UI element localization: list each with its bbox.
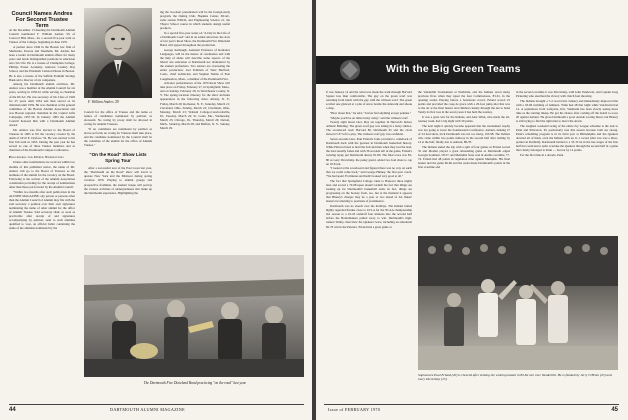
paragraph: George Kalbaugh, Assistant Professor of Romance Languages, will be the master of ceremonies and with the help of slides will describe some aspects of the liberal arts education at Dartmouth not dramatized by the student performers. Two seniors are overseeing the entire production: Joel Feldman of West Hartford, Conn., chief technician, and Stephen Nelms of East Longmeadow, Mass., a member of the Dartmouth Five. xyxy=(160,47,230,81)
basketball-photo xyxy=(418,236,618,370)
paragraph: For the first time in a decade, Penn xyxy=(520,152,564,157)
paragraph: It was a great win for the Indians, and Alex Winn, who made the all-tourney team, had a big night with 30 points. xyxy=(418,115,510,124)
paragraph: It was January 14 and the wind was made the walk through Harvard Square less than comfortable. The guy on the green scarf was returning from lunch with the guy with the crimson scarf. The green scarfed one glanced at a pile of snow beside the sidewalk and shook a drop. xyxy=(326,90,412,111)
paragraph: "How about that," he said, "I never had anything except pennies." xyxy=(330,110,412,115)
band-caption: The Dartmouth Five Dixieland Band practicing "on the road" last year. xyxy=(143,381,247,385)
banner-emblem-icon xyxy=(320,56,380,84)
paragraph: A partner since 1940 in the Boston law firm of Sherburne, Powers and Needham, Mr. Andres has been a leader in Dartmouth alumni affairs for many years and holds distinguished positions in education and civic life. He is a trustee of Champlain College, Phillips Exeter Academy, Andover Country Day School, and the Elizabeth Carleton House in Boston. He is also a trustee of the Suffolk Franklin Savings Bank and a director of six companies. xyxy=(9,44,75,82)
paragraph: Unless other nominations are received within two months of this published notice, the name of Mr. Andres will go to the Board of Trustees as the nominee of the alumni for the vacancy on the Board. Following is the section of the Alumni Association constitution providing for the receipt of nominations other than those put forward by the Alumni Council: xyxy=(9,160,75,189)
left-column-3 xyxy=(160,10,230,252)
paragraph: Among his Dartmouth alumni activities, Mr. Andres was a member of the Alumni Council for six years, serving in 1959-61 while serving as chairman of the DCAC. He was secretary of his Class of 1929 for 25 years until 1954 and then served as its chairman until 1959. He was chairman of the general committee of the Boston Alumni Association and was Boston regional chairman in the Capital Gifts Campaign, 1957-59. In January 1963 the Alumni Council honored him with a Dartmouth Alumni Award. xyxy=(9,82,75,128)
quote-paragraph: "Within two months after such publication in the ALUMNI MAGAZINE, any person or persons other than the Alumni Council of Alumni may file with the said secretary a petition over their own signatures nominating the name of other alumni for the office of Alumni Trustee. Said secretary shall, so soon as practicable after receipt of and signatures accompanying by petition, send to such alumnus qualified to vote, an official ballot containing the name of the alumnus nominated by the xyxy=(9,189,75,231)
page-number: 44 xyxy=(9,407,16,413)
left-page xyxy=(0,0,312,420)
paragraph: The next night it quickly became apparent that the tournament trophy was not going to leave the Southeastern Conference. Auburn, making 27 of 34 foul shots, trick Dartmouth was not too many, 103-98. The Indians who came within two points midway in the second half after trailing by 14 at the half, finally lost to Auburn, 88-78. xyxy=(418,123,510,145)
right-page xyxy=(316,0,628,420)
banner-title: With the Big Green Teams xyxy=(386,63,521,75)
left-headline: Council Names Andres For Second Trustee Term xyxy=(11,11,73,30)
paragraph: "Maybe you'll be on times lucky today," said the crimson scarf. xyxy=(330,115,409,120)
footer-rule xyxy=(9,404,304,405)
magazine-footer: DARTMOUTH ALUMNI MAGAZINE xyxy=(110,407,185,412)
paragraph: The fact that Springfield College came to Hanover three nights later and scored a 70-68 upset doesn't tarnish the fact that things are looking up for Dartmouth's basketball team. In fact, things are progressing on the hockey front, too, but at the moment it appears that Blaney's charges may be a year or two ahead of Ab Oakes' skaters in returning to positions of prominence. xyxy=(326,178,412,204)
paragraph: Advance performances of the 1970 Road Show will take place on Friday, February 27, in Springfield, Mass., and on Sunday, February 28, in Westchester County, N. Y. The spring-vacation itinerary for the show includes appearances in the following cities: Albany, N. Y., Friday, March 20; Rochester, N. Y., Saturday, March 21; Cleveland, Ohio, Sunday, March 22; Cincinnati, Ohio, Monday, March 23; Wabash College-Crawfordsville, Ill., Tuesday, March 24; St. Louis, Mo., Wednesday, March 25; Chicago, Ill., Thursday, March 26; Detroit, Mich., Saturday, March 28; and Buffalo, N. Y., Sunday, March 29. xyxy=(160,81,230,131)
left-column-1 xyxy=(9,28,75,388)
paragraph: The Indians brought a 7-2 record into January and immediately improved that with a 93-66 bombing of Amherst. Winn had 28 that night while Van-Kurin had 14. A sophomore from Lafayette, Ind., VanKurin has been slowly seeing more time as the starting lineup. He got his chance after coming off the bench to score 20 against Auburn. He gives Dartmouth a good outside scoring threat, but Blaney is still trying to find the right man to direct the attack. xyxy=(516,98,618,124)
issue-footer: Issue of FEBRUARY 1970 xyxy=(328,407,381,412)
portrait-photo xyxy=(84,8,152,98)
paragraph: The Indians ended the trip with a split of four games as Erland scored 32 and Mosher played a great rebounding game as Dartmouth edged Georgia Southern, 58-57, and Memphis State won in double overtime, 77-74. Erland had 48 points in regulation time against Memphis. His final basket tied the game 66-66 and the assist made Dartmouth's points in the first overtime and xyxy=(418,144,510,170)
paragraph: The toughest weekend swing of the entire Ivy League schedule is the trek to Penn and Princeton. It's particularly true this season because both are strong. Penn's rebuilding program is in its third year at Philadelphia and the Quakers downed all of them, even the Indians with an 11-1 record (that was was a three-pointer in Penfield). Dartmouth battled to a 33-33 tie in the late stages of the first half but could never quite overtake the Quakers through the second half in a game that clearly belonged to Penn — but not by 14 points. xyxy=(516,123,618,153)
portrait-illustration xyxy=(84,8,152,98)
band-photo xyxy=(84,255,304,377)
band-illustration xyxy=(84,255,304,377)
paragraph: "I looked at the scoreboard and figured there was no way on earth that we could come back," said George Hinney, the first-year coach. "We had spent 35 minutes and hadn't looked very good at all." xyxy=(326,166,412,179)
paragraph: in the second overtime it was Dicovitsky, with John Vandevoir, and Captain Greg Pickering who snatched the victory with clutch foul shooting. xyxy=(516,90,618,99)
paragraph: Mr. Andres was first elected to the Board of Trustees in 1963 to fill the vacancy created by the death of Orvil E. Dryfoos '34. He was elected to his first full term in 1965. During the past year he has served as one of three Trustee members and as chairman of the Dartmouth Campus Conference. xyxy=(9,127,75,153)
right-column-1 xyxy=(326,90,412,390)
basketball-caption: Sophomore Paul Erland (20) is cheered after sinking the winning basket in 83-82 win over Vanderbilt. He is flanked by Jerry O'Brien (23) and Gary Dicovitsky (13). xyxy=(418,373,612,382)
left-column-2 xyxy=(84,110,152,245)
right-column-2 xyxy=(418,90,510,230)
basketball-illustration xyxy=(418,236,618,370)
right-column-3 xyxy=(516,90,618,230)
page-number: 45 xyxy=(611,407,618,413)
paragraph: After a successful tour of the East Coast last year, the "Dartmouth on the Road" show will travel to upstate New York and the Midwest during spring vacation 1970. Playing to alumni groups and prospective freshmen, the student troupe will portray the various activities of undergraduates that make up the Dartmouth experience. Highlighting the xyxy=(84,166,152,195)
portrait-caption: F. William Andres '29 xyxy=(88,100,119,104)
section-heading: Procedures for Other Nominations xyxy=(9,155,64,160)
paragraph: Seven seconds later, Paul Erland's fouls provided a comeback of Dartmouth back with the greatest in Dartmouth basketball history. While Harvard tried to hold the ball and then when they lost the lead, the lead steadily faded and with 36 seconds left in the game, Erland's twisting layup put Dartmouth ahead, 81-80. The final score was 83-80 as Gary Dicovitsky, the pesky guard, added two foul shots to cap an 18-8 run. xyxy=(326,137,412,166)
paragraph: "If no candidates are nominated by petition as above set forth, no voting for Trustees shall take place, and the candidate nominated by the Council shall be the candidate of the alumni for the office of Alumni Trustee." xyxy=(84,126,152,148)
paragraph: Council for the office of Trustee and the name or names of candidates nominated by petition, as aforesaid. No voting by proxy shall be allowed in voting for Alumni Trustees. xyxy=(84,110,152,127)
paragraph: the Vanderbilt Tournament at Nashville, and the Indians raced many previous fives when they upset the four Commodores, 83-61, in the opening round. Playing before a boisterous crowd, Erland scored 25 points and provided the coup de grace with a 20-foot jump shot that was to the air at the final buzzer and climbed classily through the net to hand Vandy its first loss in the seven years it has held the tourney. xyxy=(418,90,510,115)
paragraph: ing the two-hour presentation will be the foreign-study program, the Outing Club, Hopkins Center, DCAC, radio station WDCR, and Engineering Science 21, the Thayer School course in which students design useful products. xyxy=(160,10,230,31)
footer-rule xyxy=(324,404,619,405)
paragraph: In a special five-year series on "A Day in the Life of a Dartmouth Coed" and in an added attraction, the stars of last year's Road Show, the Dartmouth Five Dixieland Band, will appear throughout the production. xyxy=(160,30,230,48)
paragraph: Dartmouth was no slouch over the holidays. The Indians bailed highly regarded Purdue close to UCLA for the NCAA championship last season to a 43-43 standoff four minutes into the second half before the Boilermakers pulled away to win. Dartmouth's high-ranked Trinity, then blew the Quakers twice, including an emotional 82-70 win in the Palestra. Erland had a great game at xyxy=(326,204,412,229)
paragraph: At the December 13 meeting the Dartmouth Alumni Council nominated F. William Andres '29 of Concord Hill, Mass., for a second five-year term as Trustee of the College, beginning in June 1970. xyxy=(9,28,75,45)
paragraph: Twenty eight hours later, they sat together in Harvard's Indoor Athletic Building. The green scarf guy was sitting in a noisy silence. The scoreboard read: Harvard 80, Dartmouth 65 and the clock showed 5:37 left to play. The crimson scarf guy was confident. xyxy=(326,120,412,137)
tour-headline: "On the Road" Show Lists Spring Tour xyxy=(89,152,147,163)
section-banner xyxy=(316,56,628,84)
